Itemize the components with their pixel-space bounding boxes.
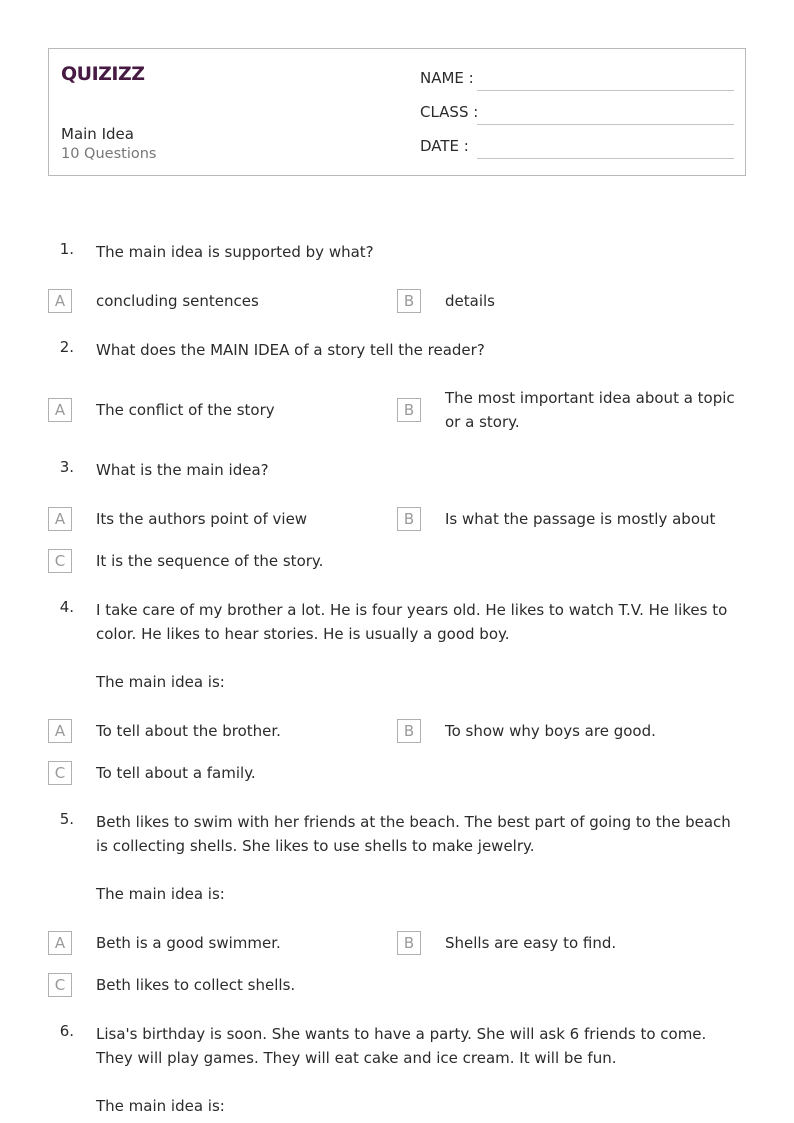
option-letter-box[interactable]: A bbox=[48, 289, 72, 313]
option-text: Shells are easy to find. bbox=[445, 934, 617, 952]
class-label: CLASS : bbox=[420, 103, 479, 121]
class-line[interactable] bbox=[477, 124, 734, 125]
option-letter-box[interactable]: A bbox=[48, 931, 72, 955]
option-letter-box[interactable]: B bbox=[397, 289, 421, 313]
option-text: Is what the passage is mostly about bbox=[445, 510, 716, 528]
option-text: details bbox=[445, 292, 495, 310]
option-text: To show why boys are good. bbox=[445, 722, 656, 740]
question-text: The main idea is supported by what? bbox=[96, 243, 374, 261]
option-text: The most important idea about a topic or a story. bbox=[445, 389, 735, 431]
question-number: 2. bbox=[59, 338, 74, 356]
option-letter-box[interactable]: C bbox=[48, 549, 72, 573]
option-letter-box[interactable]: A bbox=[48, 719, 72, 743]
question-text: Lisa's birthday is soon. She wants to have a party. She will ask 6 friends to come. They will play games. They will eat cake and ice cream. It will be fun. bbox=[96, 1025, 707, 1067]
option-letter-box[interactable]: C bbox=[48, 973, 72, 997]
question-text: Beth likes to swim with her friends at the beach. The best part of going to the beach is collecting shells. She likes to use shells to make jewelry. bbox=[96, 813, 731, 855]
option-letter-box[interactable]: B bbox=[397, 931, 421, 955]
option-text: Its the authors point of view bbox=[96, 510, 308, 528]
question-prompt: The main idea is: bbox=[96, 673, 225, 691]
date-label: DATE : bbox=[420, 137, 469, 155]
question-text: What is the main idea? bbox=[96, 461, 269, 479]
question-number: 1. bbox=[59, 240, 74, 258]
option-letter-box[interactable]: A bbox=[48, 398, 72, 422]
name-label: NAME : bbox=[420, 69, 474, 87]
question-prompt: The main idea is: bbox=[96, 1097, 225, 1115]
date-field[interactable] bbox=[420, 135, 734, 159]
question-prompt: The main idea is: bbox=[96, 885, 225, 903]
option-text: To tell about the brother. bbox=[96, 722, 281, 740]
question-count: 10 Questions bbox=[61, 146, 157, 162]
option-text: concluding sentences bbox=[96, 292, 259, 310]
option-text: The conflict of the story bbox=[96, 401, 275, 419]
logo-text: QUIZIZZ bbox=[61, 63, 145, 85]
class-field[interactable] bbox=[420, 101, 734, 125]
worksheet-header bbox=[48, 48, 746, 176]
question-number: 6. bbox=[59, 1022, 74, 1040]
name-line[interactable] bbox=[477, 90, 734, 91]
question-number: 4. bbox=[59, 598, 74, 616]
option-letter-box[interactable]: B bbox=[397, 398, 421, 422]
option-text: To tell about a family. bbox=[96, 764, 256, 782]
option-text: Beth likes to collect shells. bbox=[96, 976, 296, 994]
option-letter-box[interactable]: B bbox=[397, 507, 421, 531]
option-text: It is the sequence of the story. bbox=[96, 552, 324, 570]
option-letter-box[interactable]: C bbox=[48, 761, 72, 785]
option-text: Beth is a good swimmer. bbox=[96, 934, 281, 952]
name-field[interactable] bbox=[420, 67, 734, 91]
question-text: I take care of my brother a lot. He is four years old. He likes to watch T.V. He likes to color. He likes to hear stories. He is usually a good boy. bbox=[96, 601, 728, 643]
question-number: 3. bbox=[59, 458, 74, 476]
quizizz-logo bbox=[61, 59, 153, 87]
worksheet-title: Main Idea bbox=[61, 125, 134, 143]
question-text: What does the MAIN IDEA of a story tell the reader? bbox=[96, 341, 485, 359]
quizizz-logo-graphic bbox=[61, 59, 153, 87]
date-line[interactable] bbox=[477, 158, 734, 159]
option-letter-box[interactable]: B bbox=[397, 719, 421, 743]
question-number: 5. bbox=[59, 810, 74, 828]
option-letter-box[interactable]: A bbox=[48, 507, 72, 531]
